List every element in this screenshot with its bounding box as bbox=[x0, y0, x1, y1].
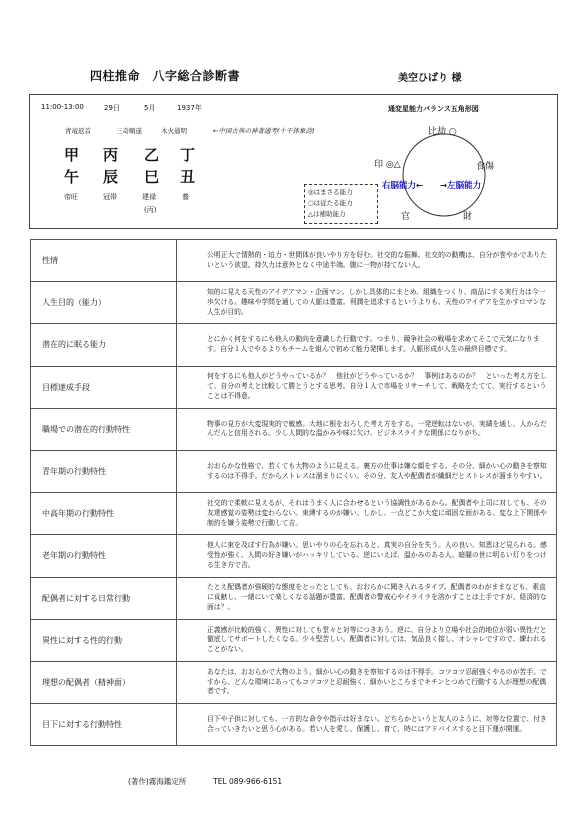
pentagon-title: 通変星能力バランス五角形図 bbox=[388, 105, 479, 113]
branch-4: 丑 bbox=[180, 168, 196, 186]
legend-line-2: ○は従たる能力 bbox=[308, 199, 353, 207]
classic-note: ←中国古典の神著通考(十干体象詩) bbox=[213, 127, 315, 135]
row-text: 知的に見える天性のアイデアマン・企画マン。しかし具体的にまとめ、組織をつくり、商品にする実行力は今一歩欠ける。趣味や学問を通しての人脈は豊富。利潤を追求するというよりも、天性のアイデアを生かすロマンな人生が目的。 bbox=[177, 282, 557, 324]
star-label-2: 三奇順遂 bbox=[116, 127, 142, 135]
row-label: 青年期の行動特性 bbox=[31, 450, 177, 492]
branch-3: 巳 bbox=[144, 168, 160, 186]
legend-line-1: ◎はまさる能力 bbox=[308, 188, 353, 196]
table-row bbox=[31, 493, 557, 535]
birth-time: 11:00-13:00 bbox=[41, 103, 84, 111]
row-text: たとえ配偶者が強硬的な態度をとったとしても、おおらかに聞き入れるタイプ。配偶者のわがままなども、素直に貢献し、一緒にいて楽しくなる話題が豊富。配偶者の警戒心やイライラを溶かすことは上手ですが、経済的な面は？。 bbox=[177, 577, 557, 619]
row-label: 人生目的（能力） bbox=[31, 282, 177, 324]
table-row bbox=[31, 450, 557, 492]
stem-3: 乙 bbox=[144, 146, 160, 164]
table-row bbox=[31, 240, 557, 282]
row-text: 他人に束を及ぼす行為が嫌い。思いやりの心を忘れると、真実の自分を失う。人の良い、知恵ほど見られる。感受性が強く、人間の好き嫌いがハッキリしている。逆にいえば、温かみのある人。暗闇の世に明るい灯りをつける生き方で吉。 bbox=[177, 535, 557, 577]
row-text: とにかく何をするにも他人の動向を意識した行動です。つまり、競争社会の戦場を求めてそこで元気になります。自分１人でやるよりもチームを組んで初めて能力発揮します。人脈形成が人生の最終目標です。 bbox=[177, 324, 557, 366]
footer bbox=[128, 776, 282, 787]
document-title: 四柱推命 八字総合診断書 bbox=[90, 69, 241, 83]
pentagon-right: 食傷 bbox=[476, 162, 495, 172]
row-label: 配偶者に対する日常行動 bbox=[31, 577, 177, 619]
table-row bbox=[31, 577, 557, 619]
table-row bbox=[31, 704, 557, 746]
row-text: 社交的で柔軟に見えるが、それはうまく人に合わせるという協調性があるから。配偶者や上司に対しても、その友達感覚の姿勢は変わらない。束縛するのが嫌い。しかし、一点どこか大変に頑固な面がある。変な上下関係や制約を嫌う姿勢で行動して吉。 bbox=[177, 493, 557, 535]
table-row bbox=[31, 366, 557, 408]
stem-2: 丙 bbox=[103, 146, 119, 164]
star-label-3: 木火通明 bbox=[161, 127, 187, 135]
legend-box bbox=[304, 184, 378, 224]
row-text: 正義感が比較的強く、異性に対しても堂々と対等につきあう。逆に、自分より立場や社会的地位が弱い異性だと徹底してサポートしたくなる。少々堅苦しい。配偶者に対しては、気品良く接し、オシャレですので、練われることがない。 bbox=[177, 619, 557, 661]
birth-year: 1937年 bbox=[177, 104, 202, 112]
branch-1: 午 bbox=[64, 168, 80, 186]
table-row bbox=[31, 535, 557, 577]
fortune-1: 帝旺 bbox=[64, 193, 78, 201]
footer-tel: TEL 089-966-6151 bbox=[213, 777, 283, 786]
table-row bbox=[31, 282, 557, 324]
legend-line-3: △は補助能力 bbox=[308, 210, 346, 218]
client-name: 美空ひばり 様 bbox=[398, 73, 462, 84]
table-row bbox=[31, 324, 557, 366]
row-text: 目下や子供に対しても、一方的な命令や指示は好まない。どちらかというと友人のように、対等な位置で、付き合っていきたいと思う心がある。若い人を愛し、保護し、育て、時にはアドバイスすると目下運が開運。 bbox=[177, 704, 557, 746]
row-label: 目標達成手段 bbox=[31, 366, 177, 408]
birth-month: 5月 bbox=[144, 104, 156, 112]
star-label-1: 青竜返首 bbox=[65, 127, 91, 135]
row-text: おおらかな性格で、若くても大物のように見える。裏方の仕事は嫌な顔をする。その分、細かい心の動きを察知するのは不得手。だからストレスは溜まりにくい。その分、友人や配偶者が繊細だとストレスが溜まりやすい。 bbox=[177, 450, 557, 492]
pentagon-bottom-left: 官 bbox=[401, 212, 411, 222]
row-label: 老年期の行動特性 bbox=[31, 535, 177, 577]
row-text: 公明正大で情熱的・迫力・世間体が良いやり方を好む。社交的な振舞。社交的の動機は、自分が巻やかでありたいという欲望。持久力は意外となく中途半端。腹に一物が持てない人。 bbox=[177, 240, 557, 282]
chart-panel bbox=[29, 94, 558, 229]
fortune-3: 建禄 bbox=[142, 193, 156, 201]
pentagon-bottom-right: 財 bbox=[463, 212, 473, 222]
pentagon-left: 印 ◎△ bbox=[374, 160, 401, 170]
row-text: 何をするにも他人がどうやっているか？ 他社がどうやっているか？ 事例はあるのか？ といった考え方をして、自分の考えと比較して勝とうとする思考。自分１人で市場をリサーチして、戦略をたてて、実行するということは不得意。 bbox=[177, 366, 557, 408]
pentagon-top: 比劫 ○ bbox=[428, 127, 457, 137]
stem-4: 丁 bbox=[180, 146, 196, 164]
row-label: 中高年期の行動特性 bbox=[31, 493, 177, 535]
stem-1: 甲 bbox=[64, 146, 80, 164]
table-row bbox=[31, 408, 557, 450]
birth-day: 29日 bbox=[104, 104, 120, 112]
row-text: あなたは、おおらかで大物のよう。細かい心の動きを察知するのは不得手。コツコツ忍耐強くやるのが苦手。ですから、どんな環境にあってもコツコツと忍耐強く、細かいところまでキチンとつめて行動する人が理想の配偶者です。 bbox=[177, 661, 557, 703]
row-label: 目下に対する行動特性 bbox=[31, 704, 177, 746]
fortune-4: 養 bbox=[182, 193, 189, 201]
left-brain-label: →左脳能力 bbox=[440, 181, 482, 191]
table-row bbox=[31, 661, 557, 703]
row-label: 潜在的に眠る能力 bbox=[31, 324, 177, 366]
fortune-2: 冠帯 bbox=[103, 193, 117, 201]
fortune-extra: (丙) bbox=[144, 206, 157, 214]
table-row bbox=[31, 619, 557, 661]
diagnosis-table bbox=[30, 239, 557, 746]
footer-author: (著作)霧海鑑定所 bbox=[128, 777, 187, 786]
branch-2: 辰 bbox=[103, 168, 119, 186]
row-text: 物事の見方が大変現実的で敏感。大地に根をおろした考え方をする。一発逆転はないが、実績を通し、人からだんだんと信用される。少し人間的な温かみや味に欠け、ビジネスライクな関係になりがち。 bbox=[177, 408, 557, 450]
row-label: 性情 bbox=[31, 240, 177, 282]
row-label: 異性に対する性的行動 bbox=[31, 619, 177, 661]
right-brain-label: 右脳能力← bbox=[382, 181, 424, 191]
row-label: 職場での潜在的行動特性 bbox=[31, 408, 177, 450]
row-label: 理想の配偶者（精神面） bbox=[31, 661, 177, 703]
